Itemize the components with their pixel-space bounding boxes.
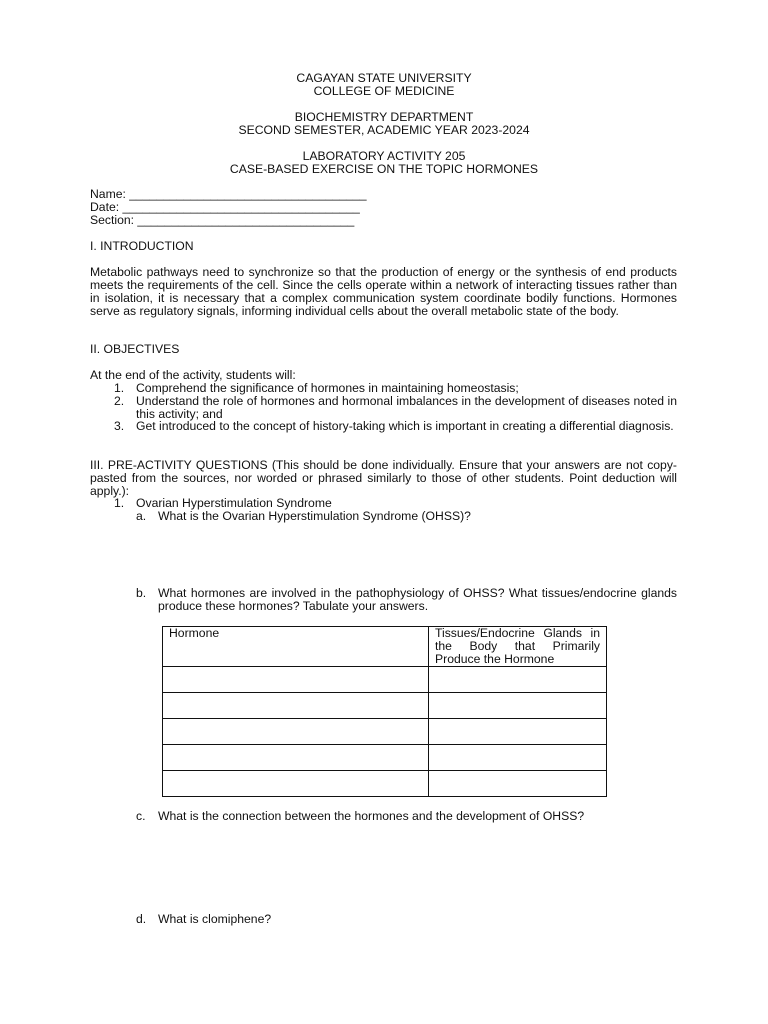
section-field[interactable]: Section: ________________________________: [90, 213, 355, 227]
table-cell-hormone[interactable]: [163, 771, 429, 797]
pre-activity-heading: III. PRE-ACTIVITY QUESTIONS (This should be done individually. Ensure that your answers are not copy-pasted from the sources, nor worded or phrased similarly to those of other students. Point deduction will apply.):: [90, 458, 677, 498]
objective-number: 3.: [114, 419, 125, 433]
table-header-row: [163, 627, 607, 667]
question-text: What is the connection between the hormones and the development of OHSS?: [158, 809, 585, 823]
name-field[interactable]: Name: ___________________________________: [90, 187, 367, 201]
table-cell-hormone[interactable]: [163, 719, 429, 745]
table-header-hormone: Hormone: [163, 627, 429, 667]
table-cell-tissues[interactable]: [429, 745, 607, 771]
objective-item: Understand the role of hormones and hormonal imbalances in the development of diseases noted in this activity; and: [136, 394, 677, 421]
semester-line: SECOND SEMESTER, ACADEMIC YEAR 2023-2024: [238, 123, 530, 137]
question-text: What is clomiphene?: [158, 912, 272, 926]
table-row: [163, 667, 607, 693]
objectives-heading: II. OBJECTIVES: [90, 342, 180, 356]
table-cell-tissues[interactable]: [429, 667, 607, 693]
question-letter: d.: [136, 912, 147, 926]
table-cell-hormone[interactable]: [163, 693, 429, 719]
activity-number: LABORATORY ACTIVITY 205: [302, 149, 466, 163]
date-field[interactable]: Date: ___________________________________: [90, 200, 360, 214]
hormone-table: [162, 626, 607, 797]
table-header-tissues: Tissues/Endocrine Glands in the Body that Primarily Produce the Hormone: [429, 627, 607, 667]
table-cell-hormone[interactable]: [163, 667, 429, 693]
question-text: What is the Ovarian Hyperstimulation Syndrome (OHSS)?: [158, 509, 471, 523]
table-row: [163, 745, 607, 771]
table-row: [163, 693, 607, 719]
objective-item: Comprehend the significance of hormones in maintaining homeostasis;: [136, 381, 519, 395]
introduction-text: Metabolic pathways need to synchronize so that the production of energy or the synthesis of end products meets the requirements of the cell. Since the cells operate within a network of interacting tissues rather than in isolation, it is necessary that a complex communication system coordinate bodily functions. Hormones serve as regulatory signals, informing individual cells about the overall metabolic state of the body.: [90, 265, 677, 318]
table-row: [163, 771, 607, 797]
university-name: CAGAYAN STATE UNIVERSITY: [296, 71, 472, 85]
question-text: What hormones are involved in the pathophysiology of OHSS? What tissues/endocrine glands produce these hormones? Tabulate your answers.: [158, 586, 677, 613]
table-cell-hormone[interactable]: [163, 745, 429, 771]
objective-number: 2.: [114, 394, 125, 408]
topic-title: Ovarian Hyperstimulation Syndrome: [136, 496, 332, 510]
table-row: [163, 719, 607, 745]
objective-item: Get introduced to the concept of history-taking which is important in creating a differential diagnosis.: [136, 419, 674, 433]
question-letter: c.: [136, 809, 146, 823]
activity-title: CASE-BASED EXERCISE ON THE TOPIC HORMONES: [229, 162, 539, 176]
college-name: COLLEGE OF MEDICINE: [313, 84, 455, 98]
department-name: BIOCHEMISTRY DEPARTMENT: [294, 110, 474, 124]
question-letter: a.: [136, 509, 147, 523]
objective-number: 1.: [114, 381, 125, 395]
table-cell-tissues[interactable]: [429, 771, 607, 797]
topic-number: 1.: [114, 496, 125, 510]
question-letter: b.: [136, 586, 147, 600]
objectives-lead: At the end of the activity, students will:: [90, 368, 296, 382]
introduction-heading: I. INTRODUCTION: [90, 239, 194, 253]
table-cell-tissues[interactable]: [429, 719, 607, 745]
table-cell-tissues[interactable]: [429, 693, 607, 719]
